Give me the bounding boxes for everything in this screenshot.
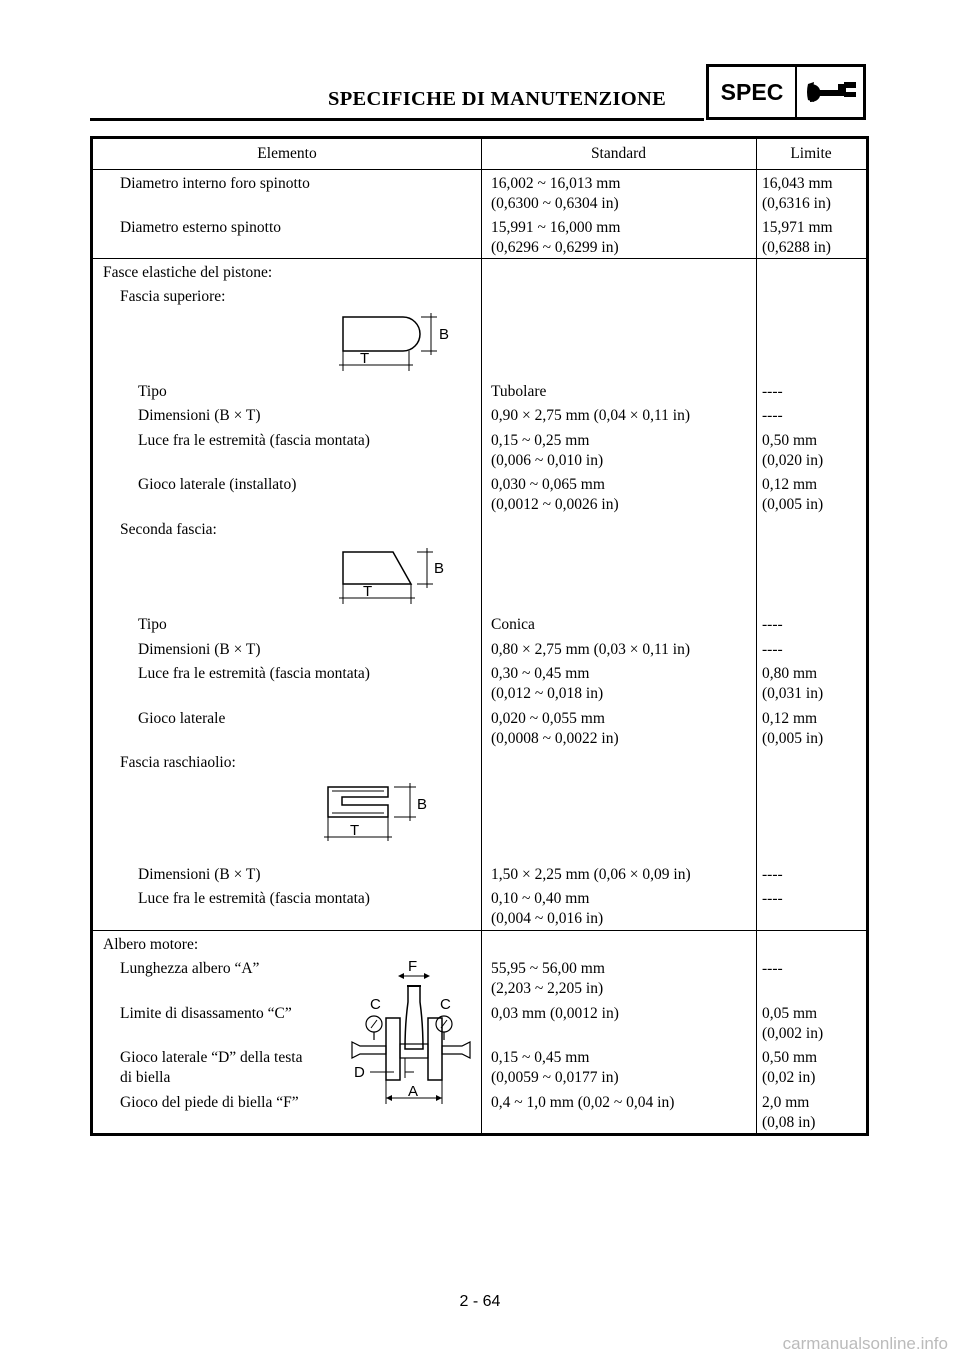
oil-ring-diagram [318,779,438,849]
top-ring-side-lim-1: 0,12 mm [762,476,818,493]
top-ring-gap-lim-2: (0,020 in) [762,452,824,469]
top-ring-side-label: Gioco laterale (installato) [138,476,297,493]
second-ring-type-label: Tipo [138,616,167,633]
second-ring-dim-lim: ---- [762,641,783,658]
top-ring-side-lim-2: (0,005 in) [762,496,824,513]
page-number: 2 - 64 [459,1293,501,1310]
watermark: carmanualsonline.info [782,1334,948,1353]
second-ring-gap-lim-2: (0,031 in) [762,685,824,702]
top-ring-side-std-1: 0,030 ~ 0,065 mm [491,476,605,493]
second-ring-title: Seconda fascia: [120,521,217,538]
oil-ring-gap-std-1: 0,10 ~ 0,40 mm [491,890,590,907]
svg-text:T: T [363,583,373,600]
oil-ring-dim-label: Dimensioni (B × T) [138,866,261,883]
svg-text:T: T [360,350,370,367]
top-ring-diagram [333,309,453,374]
top-ring-gap-label: Luce fra le estremità (fascia montata) [138,432,370,449]
bigend-clearance-std-1: 0,15 ~ 0,45 mm [491,1049,590,1066]
pin-od-lim-1: 15,971 mm [762,219,833,236]
crank-runout-label: Limite di disassamento “C” [120,1005,292,1022]
wrench-icon [797,67,863,117]
header-title: SPECIFICHE DI MANUTENZIONE [328,88,667,110]
spec-badge [706,64,866,120]
oil-ring-dim-lim: ---- [762,866,783,883]
pin-bore-std-1: 16,002 ~ 16,013 mm [491,175,621,192]
second-ring-side-label: Gioco laterale [138,710,226,727]
pin-od-std-2: (0,6296 ~ 0,6299 in) [491,239,619,256]
crank-length-label: Lunghezza albero “A” [120,960,260,977]
second-ring-type-std: Conica [491,616,535,633]
col-header-item: Elemento [257,145,317,162]
oil-ring-gap-label: Luce fra le estremità (fascia montata) [138,890,370,907]
smallend-play-lim-2: (0,08 in) [762,1114,816,1131]
top-ring-dim-label: Dimensioni (B × T) [138,407,261,424]
top-ring-dim-std: 0,90 × 2,75 mm (0,04 × 0,11 in) [491,407,691,424]
bigend-clearance-lim-1: 0,50 mm [762,1049,818,1066]
second-ring-side-std-1: 0,020 ~ 0,055 mm [491,710,605,727]
top-ring-dim-lim: ---- [762,407,783,424]
crankshaft-diagram [348,954,473,1106]
smallend-play-std: 0,4 ~ 1,0 mm (0,02 ~ 0,04 in) [491,1094,675,1111]
svg-text:D: D [354,1064,365,1081]
smallend-play-label: Gioco del piede di biella “F” [120,1094,299,1111]
second-ring-gap-label: Luce fra le estremità (fascia montata) [138,665,370,682]
crank-runout-std: 0,03 mm (0,0012 in) [491,1005,619,1022]
pin-bore-lim-1: 16,043 mm [762,175,833,192]
second-ring-dim-std: 0,80 × 2,75 mm (0,03 × 0,11 in) [491,641,691,658]
top-ring-title: Fascia superiore: [120,288,226,305]
header-rule [90,118,704,121]
crankshaft-title: Albero motore: [103,936,199,953]
bigend-clearance-label-2: di biella [120,1069,171,1086]
crank-runout-lim-1: 0,05 mm [762,1005,818,1022]
second-ring-gap-std-2: (0,012 ~ 0,018 in) [491,685,604,702]
second-ring-type-lim: ---- [762,616,783,633]
second-ring-diagram [333,544,453,609]
col-header-standard: Standard [590,145,647,162]
top-ring-type-std: Tubolare [491,383,547,400]
top-ring-gap-std-2: (0,006 ~ 0,010 in) [491,452,604,469]
crank-length-lim: ---- [762,960,783,977]
second-ring-side-lim-1: 0,12 mm [762,710,818,727]
second-ring-gap-lim-1: 0,80 mm [762,665,818,682]
bigend-clearance-label-1: Gioco laterale “D” della testa [120,1049,303,1066]
oil-ring-dim-std: 1,50 × 2,25 mm (0,06 × 0,09 in) [491,866,691,883]
spec-table [90,136,869,1136]
smallend-play-lim-1: 2,0 mm [762,1094,810,1111]
top-ring-gap-lim-1: 0,50 mm [762,432,818,449]
pin-od-lim-2: (0,6288 in) [762,239,831,256]
top-ring-gap-std-1: 0,15 ~ 0,25 mm [491,432,590,449]
second-ring-side-lim-2: (0,005 in) [762,730,824,747]
oil-ring-gap-std-2: (0,004 ~ 0,016 in) [491,910,604,927]
pin-od-std-1: 15,991 ~ 16,000 mm [491,219,621,236]
top-ring-side-std-2: (0,0012 ~ 0,0026 in) [491,496,619,513]
oil-ring-title: Fascia raschiaolio: [120,754,236,771]
second-ring-side-std-2: (0,0008 ~ 0,0022 in) [491,730,619,747]
svg-text:B: B [417,796,428,813]
crank-length-std-2: (2,203 ~ 2,205 in) [491,980,604,997]
crank-length-std-1: 55,95 ~ 56,00 mm [491,960,605,977]
svg-text:C: C [370,996,381,1013]
svg-text:C: C [440,996,451,1013]
top-ring-type-lim: ---- [762,383,783,400]
bigend-clearance-lim-2: (0,02 in) [762,1069,816,1086]
svg-text:B: B [434,560,445,577]
spec-badge-label: SPEC [709,67,797,117]
svg-text:B: B [439,326,450,343]
pin-od-label: Diametro esterno spinotto [120,219,281,236]
second-ring-dim-label: Dimensioni (B × T) [138,641,261,658]
svg-text:F: F [408,958,418,975]
svg-text:A: A [408,1083,419,1100]
second-ring-gap-std-1: 0,30 ~ 0,45 mm [491,665,590,682]
oil-ring-gap-lim: ---- [762,890,783,907]
pin-bore-std-2: (0,6300 ~ 0,6304 in) [491,195,619,212]
pin-bore-lim-2: (0,6316 in) [762,195,831,212]
rings-section-title: Fasce elastiche del pistone: [103,264,273,281]
bigend-clearance-std-2: (0,0059 ~ 0,0177 in) [491,1069,619,1086]
svg-text:T: T [350,822,360,839]
crank-runout-lim-2: (0,002 in) [762,1025,824,1042]
col-header-limit: Limite [790,145,832,162]
pin-bore-label: Diametro interno foro spinotto [120,175,310,192]
top-ring-type-label: Tipo [138,383,167,400]
